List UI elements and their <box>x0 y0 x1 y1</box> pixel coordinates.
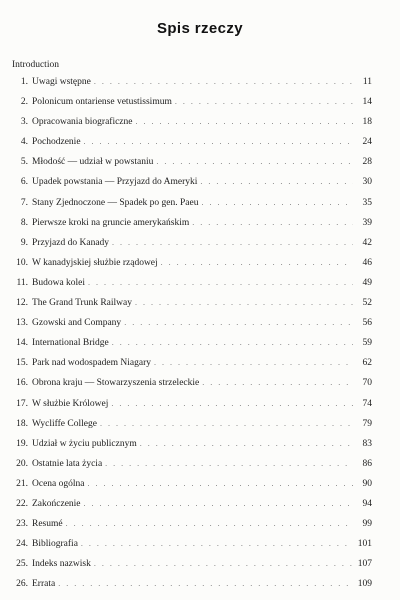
toc-entry-page-number: 107 <box>357 559 372 570</box>
toc-entry-page-number: 11 <box>362 77 372 87</box>
dot-leader <box>81 539 353 548</box>
dot-leader <box>58 579 353 588</box>
toc-entry-page-number: 109 <box>357 579 372 590</box>
toc-entry-page-number: 59 <box>362 338 372 349</box>
toc-entry-number: 4. <box>20 137 28 148</box>
dot-leader <box>105 459 353 468</box>
toc-entry <box>10 519 372 539</box>
toc-entry-page-number: 56 <box>362 318 372 329</box>
toc-entry-title: Upadek powstania — Przyjazd do Ameryki <box>32 177 198 188</box>
toc-entry-title: Zakończenie <box>32 498 81 509</box>
toc-entry <box>10 378 372 398</box>
toc-entry-number: 11. <box>16 277 28 288</box>
toc-entry-title: W służbie Królowej <box>32 398 109 409</box>
dot-leader <box>112 338 353 347</box>
toc-entry <box>10 157 372 177</box>
toc-entry-title: Errata <box>32 579 56 590</box>
toc-entry-title: Indeks nazwisk <box>32 559 91 570</box>
toc-entry-number: 10. <box>16 257 28 268</box>
toc-entry <box>10 559 372 579</box>
toc-entry-number: 19. <box>16 438 28 449</box>
dot-leader <box>135 298 353 307</box>
toc-entry-page-number: 86 <box>362 458 372 469</box>
toc-entry <box>10 278 372 298</box>
toc-entry <box>10 579 372 599</box>
toc-entry <box>10 399 372 419</box>
toc-entry-title: Opracowania biograficzne <box>32 117 133 128</box>
dot-leader <box>111 399 353 408</box>
toc-entry-page-number: 79 <box>362 418 372 429</box>
toc-entry-title: Park nad wodospadem Niagary <box>32 358 151 369</box>
toc-entry-number: 1. <box>20 77 28 87</box>
toc-entry-title: Obrona kraju — Stowarzyszenia strzeleckie <box>32 378 200 389</box>
dot-leader <box>200 177 353 186</box>
toc-entry-page-number: 42 <box>362 237 372 248</box>
toc-entry-number: 14. <box>16 338 28 349</box>
dot-leader <box>94 77 353 86</box>
toc-entry <box>10 177 372 197</box>
introduction-label: Introduction <box>12 60 59 70</box>
toc-entry-number: 9. <box>20 237 28 248</box>
toc-entry-page-number: 46 <box>362 257 372 268</box>
dot-leader <box>175 97 353 106</box>
toc-entry-page-number: 62 <box>362 358 372 369</box>
toc-entry-page-number: 52 <box>362 298 372 309</box>
dot-leader <box>161 258 353 267</box>
toc-entry-page-number: 70 <box>362 378 372 389</box>
toc-entry-title: Gzowski and Company <box>32 318 122 329</box>
toc-entry-page-number: 90 <box>362 478 372 489</box>
toc-entry-number: 5. <box>20 157 28 168</box>
toc-entry-page-number: 35 <box>362 197 372 208</box>
toc-entry <box>10 419 372 439</box>
toc-entry <box>10 479 372 499</box>
page-title: Spis rzeczy <box>156 20 244 37</box>
toc-entry <box>10 439 372 459</box>
toc-entry-number: 12. <box>16 298 28 309</box>
toc-entry <box>10 539 372 559</box>
dot-leader <box>202 378 353 387</box>
toc-entry-number: 6. <box>20 177 28 188</box>
toc-entry-number: 23. <box>16 519 28 530</box>
toc-entry-title: Udział w życiu publicznym <box>32 438 137 449</box>
toc-entry-number: 13. <box>16 318 28 329</box>
toc-entry <box>10 499 372 519</box>
toc-entry-title: Bibliografia <box>32 539 78 550</box>
toc-entry <box>10 218 372 238</box>
toc-entry <box>10 117 372 137</box>
toc-entry-page-number: 30 <box>362 177 372 188</box>
toc-entry-number: 17. <box>16 398 28 409</box>
toc-entry <box>10 137 372 157</box>
toc-entry-title: Resumé <box>32 519 63 530</box>
toc-entry-page-number: 39 <box>362 217 372 228</box>
dot-leader <box>112 238 353 247</box>
toc-entry-title: Ocena ogólna <box>32 478 85 489</box>
toc-entry-page-number: 99 <box>362 519 372 530</box>
toc-entry-number: 18. <box>16 418 28 429</box>
toc-entry-title: Uwagi wstępne <box>32 77 91 87</box>
toc-entry-number: 8. <box>20 217 28 228</box>
toc-entry-number: 25. <box>16 559 28 570</box>
toc-entry-page-number: 18 <box>362 117 372 128</box>
toc-entry-title: International Bridge <box>32 338 109 349</box>
toc-entry-title: Budowa kolei <box>32 277 86 288</box>
dot-leader <box>140 439 353 448</box>
dot-leader <box>94 559 353 568</box>
toc-entry-number: 20. <box>16 458 28 469</box>
toc-entry-title: W kanadyjskiej służbie rządowej <box>32 257 158 268</box>
toc-entry <box>10 258 372 278</box>
dot-leader <box>192 218 353 227</box>
toc-entry <box>10 77 372 97</box>
dot-leader <box>136 117 354 126</box>
toc-entry-page-number: 94 <box>362 498 372 509</box>
toc-entry-page-number: 28 <box>362 157 372 168</box>
toc-entry <box>10 298 372 318</box>
toc-entry-page-number: 74 <box>362 398 372 409</box>
toc-entry-page-number: 49 <box>362 277 372 288</box>
toc-entry-title: Ostatnie lata życia <box>32 458 103 469</box>
toc-entry-number: 24. <box>16 539 28 550</box>
toc-entry <box>10 198 372 218</box>
toc-entry-page-number: 101 <box>357 539 372 550</box>
toc-entry-title: Pochodzenie <box>32 137 81 148</box>
dot-leader <box>84 499 353 508</box>
toc-entry-number: 15. <box>16 358 28 369</box>
toc-entry-title: Młodość — udział w powstaniu <box>32 157 154 168</box>
dot-leader <box>84 137 353 146</box>
toc-entry-page-number: 83 <box>362 438 372 449</box>
toc-entry-title: Wycliffe College <box>32 418 97 429</box>
toc-entry-number: 3. <box>20 117 28 128</box>
dot-leader <box>156 157 353 166</box>
toc-entry <box>10 358 372 378</box>
toc-entry-title: Przyjazd do Kanady <box>32 237 110 248</box>
toc-entry-title: Stany Zjednoczone — Spadek po gen. Paeu <box>32 197 199 208</box>
dot-leader <box>66 519 353 528</box>
toc-list <box>10 77 372 599</box>
toc-entry <box>10 318 372 338</box>
dot-leader <box>201 198 353 207</box>
toc-entry-title: Pierwsze kroki na gruncie amerykańskim <box>32 217 190 228</box>
toc-entry-page-number: 24 <box>362 137 372 148</box>
toc-entry <box>10 459 372 479</box>
toc-entry-number: 22. <box>16 498 28 509</box>
toc-entry-title: The Grand Trunk Railway <box>32 298 133 309</box>
toc-entry <box>10 238 372 258</box>
toc-entry-number: 2. <box>20 97 28 108</box>
toc-entry <box>10 338 372 358</box>
toc-entry-number: 21. <box>16 478 28 489</box>
toc-entry-page-number: 14 <box>362 97 372 108</box>
toc-entry-title: Polonicum ontariense vetustissimum <box>32 97 172 108</box>
toc-entry-number: 7. <box>20 197 28 208</box>
dot-leader <box>154 358 353 367</box>
dot-leader <box>100 419 353 428</box>
dot-leader <box>124 318 353 327</box>
toc-entry-number: 26. <box>16 579 28 590</box>
dot-leader <box>88 479 354 488</box>
dot-leader <box>88 278 353 287</box>
toc-entry <box>10 97 372 117</box>
toc-entry-number: 16. <box>16 378 28 389</box>
